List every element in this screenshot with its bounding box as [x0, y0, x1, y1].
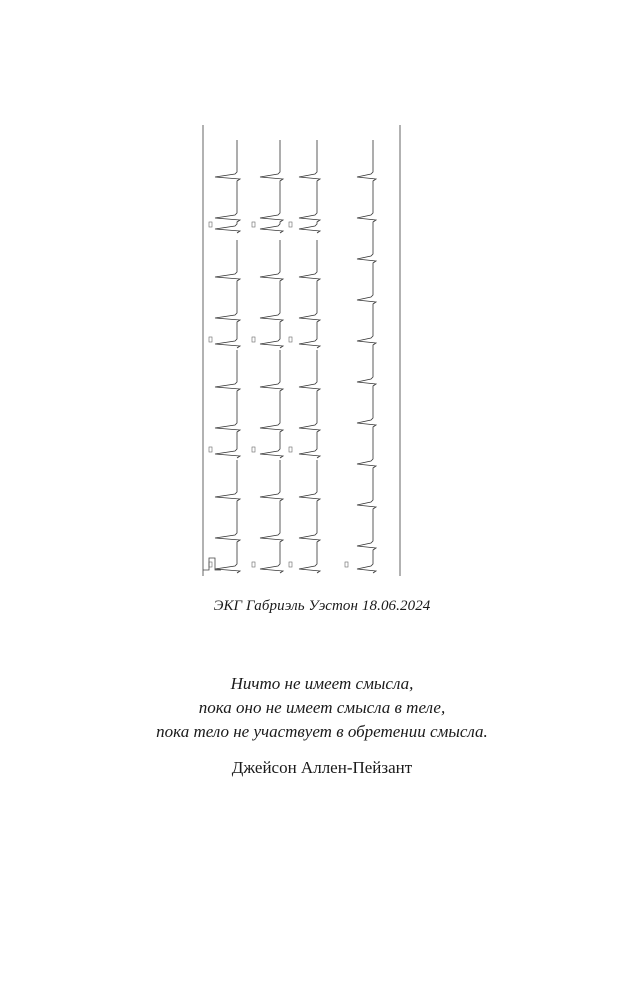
ecg-trace-10 [299, 240, 320, 348]
ecg-lead-marker [252, 562, 255, 567]
ecg-lead-marker [209, 337, 212, 342]
ecg-strip-figure [195, 120, 410, 580]
ecg-trace-3 [215, 350, 240, 458]
ecg-lead-marker [209, 447, 212, 452]
ecg-trace-1 [215, 140, 240, 233]
figure-caption: ЭКГ Габриэль Уэстон 18.06.2024 [213, 598, 431, 614]
ecg-strip-icon [195, 120, 410, 580]
ecg-lead-marker [289, 337, 292, 342]
ecg-trace-2 [215, 240, 240, 348]
ecg-lead-marker [209, 222, 212, 227]
ecg-trace-12 [299, 460, 320, 573]
ecg-lead-marker [209, 562, 212, 567]
ecg-lead-marker [252, 447, 255, 452]
ecg-lead-marker [289, 447, 292, 452]
ecg-lead-marker [345, 562, 348, 567]
ecg-trace-13 [357, 140, 376, 573]
epigraph [0, 672, 644, 778]
epigraph-line-1: Ничто не имеет смысла, [230, 674, 414, 693]
epigraph-line-2: пока оно не имеет смысла в теле, [198, 698, 446, 717]
ecg-trace-5 [260, 140, 283, 233]
ecg-trace-7 [260, 350, 283, 458]
ecg-lead-marker [289, 562, 292, 567]
epigraph-author: Джейсон Аллен-Пейзант [231, 758, 413, 777]
ecg-trace-8 [260, 460, 283, 573]
ecg-lead-marker [289, 222, 292, 227]
ecg-trace-11 [299, 350, 320, 458]
ecg-trace-9 [299, 140, 320, 233]
ecg-lead-marker [252, 337, 255, 342]
epigraph-line-3: пока тело не участвует в обретении смысла. [156, 722, 488, 741]
ecg-trace-4 [215, 460, 240, 573]
ecg-lead-marker [252, 222, 255, 227]
ecg-trace-6 [260, 240, 283, 348]
